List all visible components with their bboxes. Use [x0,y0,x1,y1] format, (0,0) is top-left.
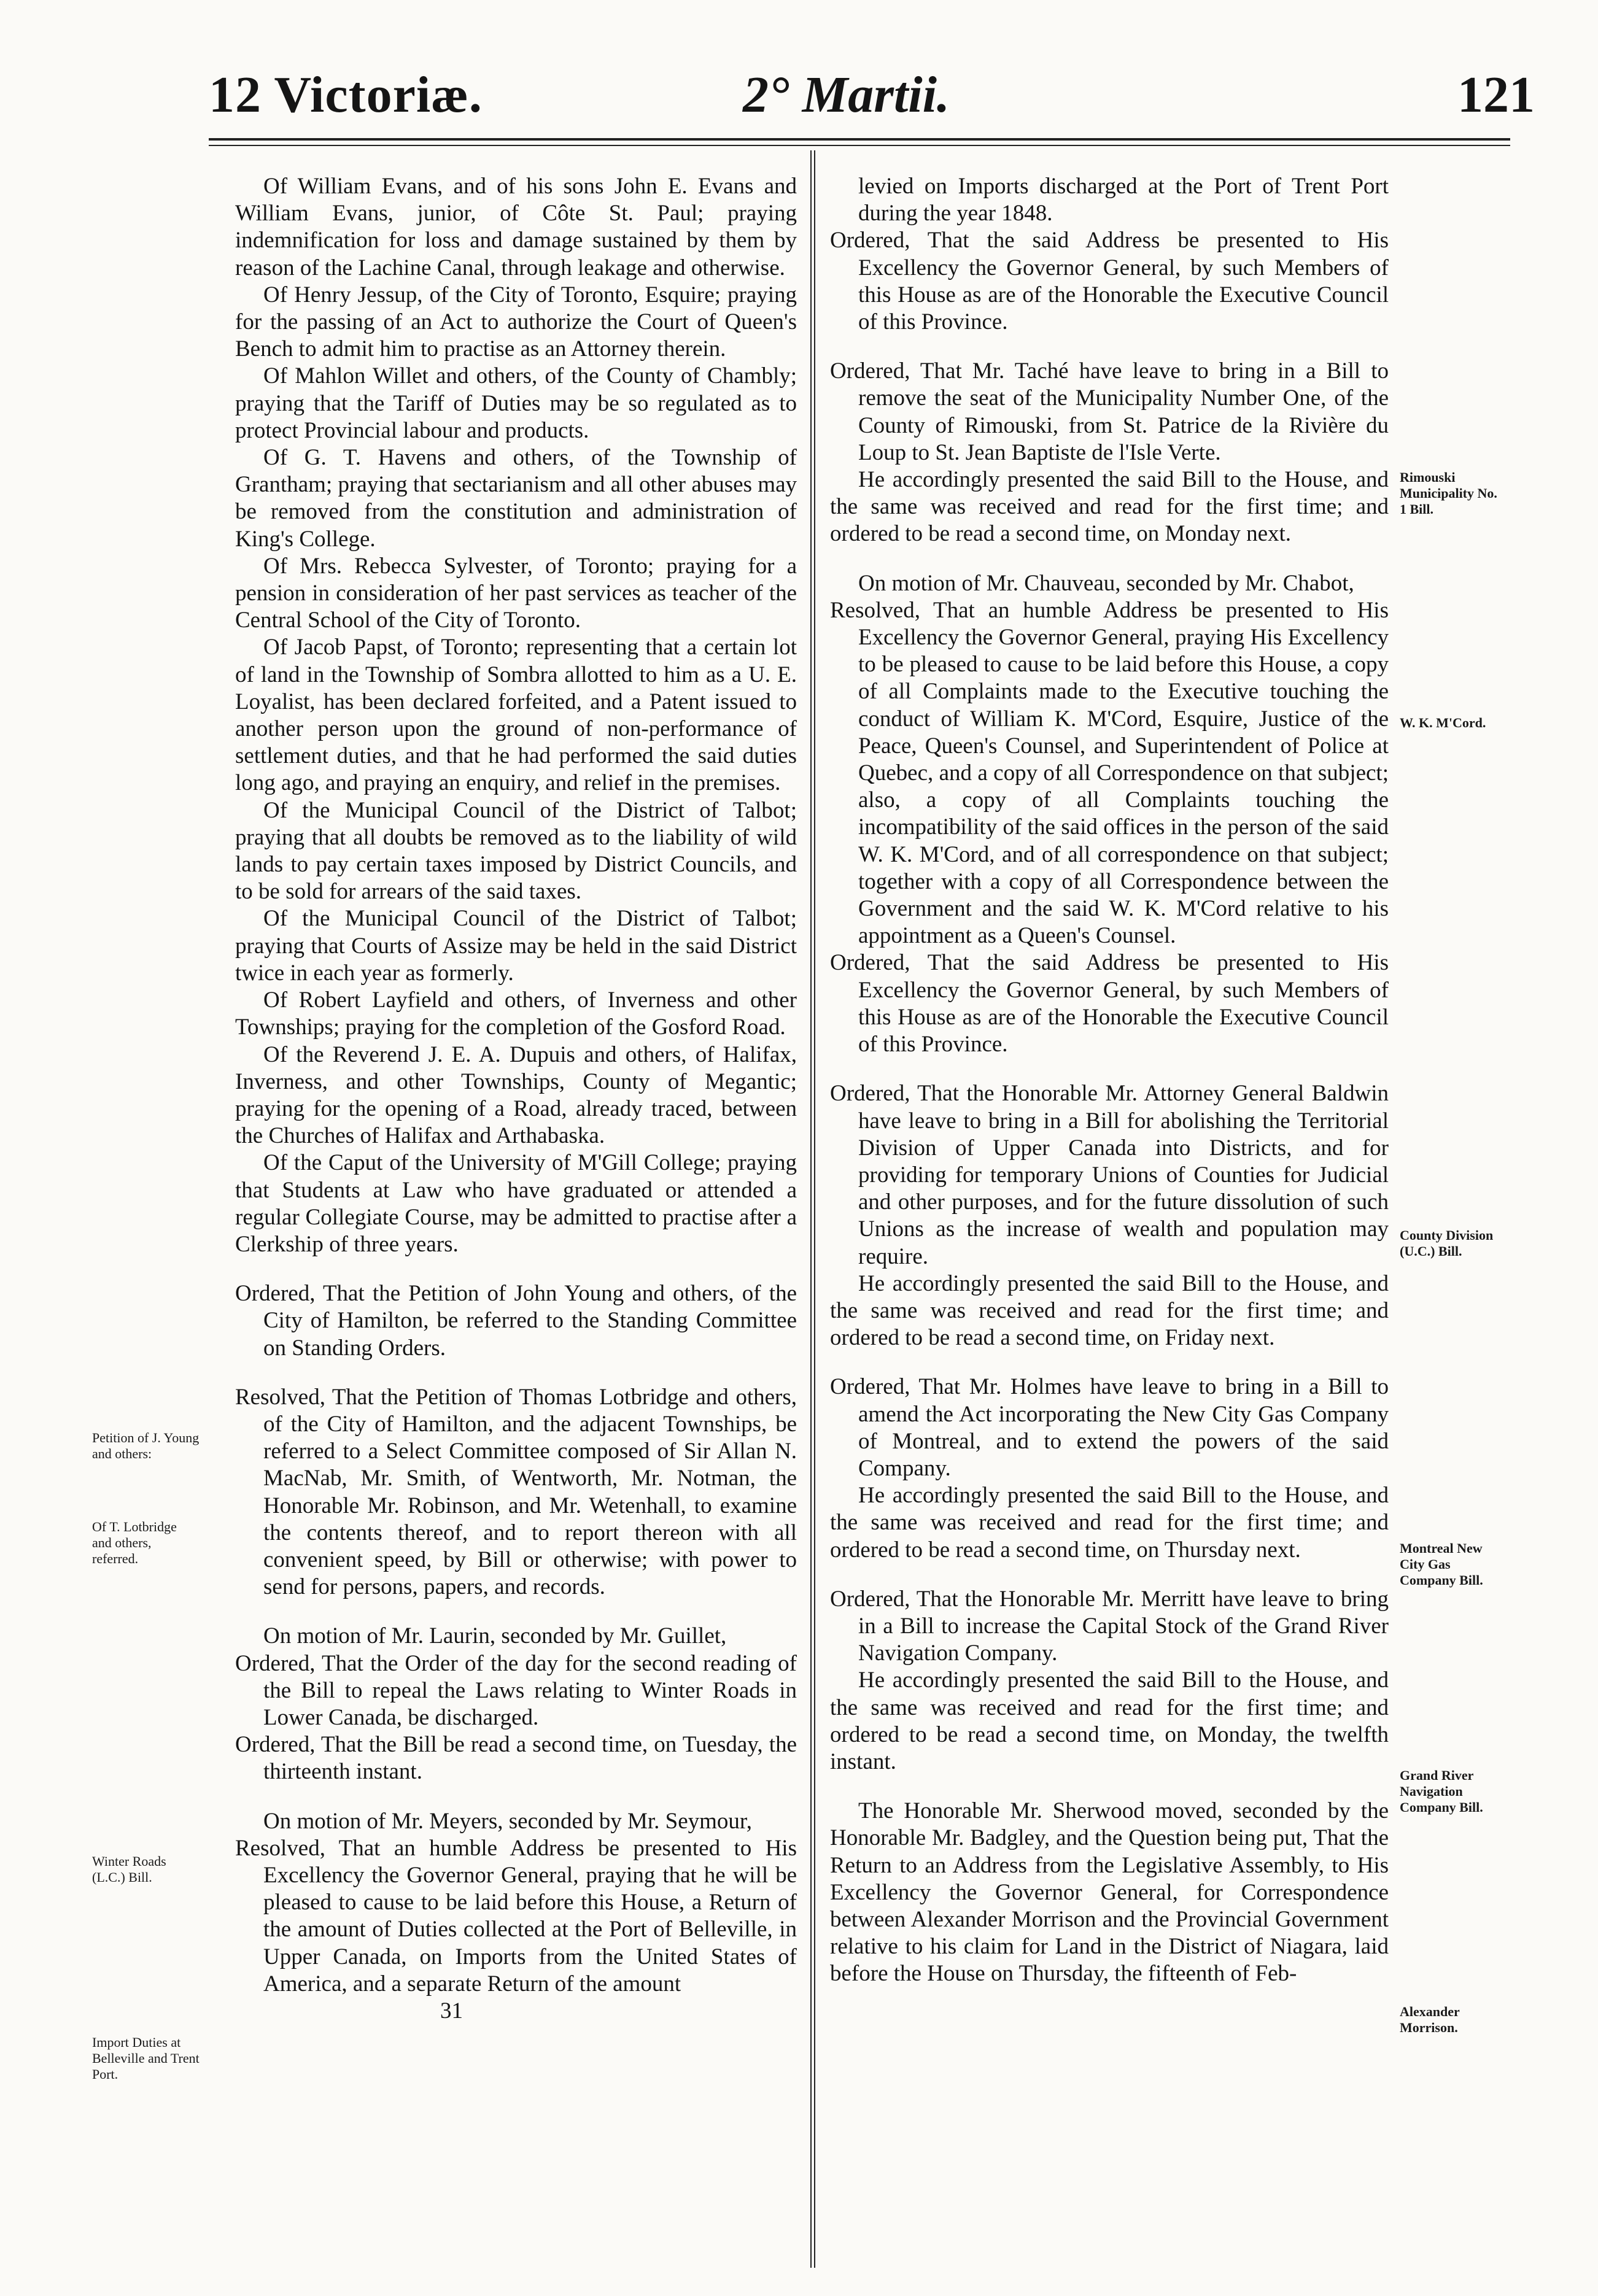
order-merritt-bill: Ordered, That the Honorable Mr. Merritt have leave to bring in a Bill to increase the Capital Stock of the Grand River Navigation Company. [830,1586,1389,1666]
resolution-mccord: Resolved, That an humble Address be presented to His Excellency the Governor General, praying His Excellency to be pleased to cause to be laid before this House, a copy of all Complaints made to the Executive touching the conduct of William K. M'Cord, Esquire, Justice of the Peace, Queen's Counsel, and Superintendent of Police at Quebec, and a copy of all Correspondence on that subject; also, a copy of all Complaints touching the incompatibility of the said offices in the person of the said W. K. M'Cord, and of all correspondence on that subject; together with a copy of all Correspondence between the Government and the said W. K. M'Cord relative to his appointment as a Queen's Counsel. [830,597,1389,949]
petition-papst: Of Jacob Papst, of Toronto; representing that a certain lot of land in the Township of Sombra allotted to him as a U. E. Loyalist, has been declared forfeited, and a Patent issued to another person upon the ground of non-performance of settlement duties, and that he had performed the said duties long ago, and praying an enquiry, and relief in the premises. [235,635,797,796]
running-head-date: 2° Martii. [743,66,950,123]
column-divider [810,150,815,2268]
order-tache-bill: Ordered, That Mr. Taché have leave to bring in a Bill to remove the seat of the Municipality Number One, of the County of Rimouski, from St. Patrice de la Rivière du Loup to St. Jean Baptiste de l'Isle Verte. [830,358,1389,465]
order-second-reading: Ordered, That the Bill be read a second time, on Tuesday, the thirteenth instant. [235,1732,797,1785]
margin-note-grand-river: Grand River Navigation Company Bill. [1400,1768,1483,1815]
margin-note-winter-roads: Winter Roads (L.C.) Bill. [92,1853,166,1885]
petition-layfield: Of Robert Layfield and others, of Inverness and other Townships; praying for the completion of the Gosford Road. [235,988,797,1040]
margin-note-county-division: County Division (U.C.) Bill. [1400,1227,1494,1259]
header-rule [209,138,1510,141]
petition-evans: Of William Evans, and of his sons John E. Evans and William Evans, junior, of Côte St. Paul; praying indemnification for loss and damage sustained by them by reason of the Lachine Canal, through leakage and otherwise. [235,174,797,280]
order-young-petition: Ordered, That the Petition of John Young and others, of the City of Hamilton, be referred to the Standing Committee on Standing Orders. [235,1281,797,1361]
running-head-left: 12 Victoriæ. [209,66,483,123]
motion-laurin: On motion of Mr. Laurin, seconded by Mr. Guillet, [263,1623,727,1649]
page-header [184,61,1547,135]
margin-note-morrison: Alexander Morrison. [1400,2004,1460,2035]
bill-presented-friday: He accordingly presented the said Bill to the House, and the same was received and read for the first time; and ordered to be read a second time, on Friday next. [830,1270,1389,1351]
bill-presented-monday-twelfth: He accordingly presented the said Bill to the House, and the same was received and read for the first time; and ordered to be read a second time, on Monday, the twelfth instant. [830,1668,1389,1774]
petition-dupuis: Of the Reverend J. E. A. Dupuis and others, of Halifax, Inverness, and other Townships, County of Megantic; praying for the opening of a Road, already traced, between the Churches of Halifax and Arthabaska. [235,1042,797,1149]
petition-sylvester: Of Mrs. Rebecca Sylvester, of Toronto; praying for a pension in consideration of her past services as teacher of the Central School of the City of Toronto. [235,553,797,633]
page-number: 121 [1457,66,1535,123]
margin-note-lotbridge: Of T. Lotbridge and others, referred. [92,1519,177,1566]
left-column [235,173,797,2025]
motion-sherwood: The Honorable Mr. Sherwood moved, seconded by the Honorable Mr. Badgley, and the Question being put, That the Return to an Address from the Legislative Assembly, to His Excellency the Governor General, for Correspondence between Alexander Morrison and the Provincial Government relative to his claim for Land in the District of Niagara, laid before the House on Thursday, the fifteenth of Feb- [830,1798,1389,1987]
margin-note-gas-company: Montreal New City Gas Company Bill. [1400,1540,1483,1588]
resolution-lotbridge: Resolved, That the Petition of Thomas Lotbridge and others, of the City of Hamilton, and the adjacent Townships, be referred to a Select Committee composed of Sir Allan N. MacNab, Mr. Smith, of Wentworth, Mr. Notman, the Honorable Mr. Robinson, and Mr. Wetenhall, to examine the contents thereof, and to report thereon with all convenient speed, by Bill or otherwise; with power to send for persons, papers, and records. [235,1384,797,1600]
header-rule-thin [209,145,1510,146]
right-column [830,173,1389,1988]
petition-havens: Of G. T. Havens and others, of the Township of Grantham; praying that sectarianism and all other abuses may be removed from the constitution and administration of King's College. [235,445,797,552]
margin-note-young: Petition of J. Young and others: [92,1430,200,1461]
margin-note-mccord: W. K. M'Cord. [1400,715,1486,730]
order-holmes-bill: Ordered, That Mr. Holmes have leave to bring in a Bill to amend the Act incorporating the New City Gas Company of Montreal, and to extend the powers of the said Company. [830,1374,1389,1481]
petition-talbot-assize: Of the Municipal Council of the District of Talbot; praying that Courts of Assize may be held in the said District twice in each year as formerly. [235,906,797,986]
order-baldwin-bill: Ordered, That the Honorable Mr. Attorney General Baldwin have leave to bring in a Bill for abolishing the Territorial Division of Upper Canada into Districts, and for providing for temporary Unions of Counties for Judicial and other purposes, and for the future dissolution of such Unions as the increase of wealth and population may require. [830,1081,1389,1269]
petition-jessup: Of Henry Jessup, of the City of Toronto, Esquire; praying for the passing of an Act to authorize the Court of Queen's Bench to admit him to practise as an Attorney therein. [235,282,797,362]
resolution-import-duties: Resolved, That an humble Address be presented to His Excellency the Governor General, praying that he will be pleased to cause to be laid before this House, a Return of the amount of Duties collected at the Port of Belleville, in Upper Canada, on Imports from the United States of America, and a separate Return of the amount [235,1835,797,1996]
petition-willet: Of Mahlon Willet and others, of the County of Chambly; praying that the Tariff of Duties may be so regulated as to protect Provincial labour and products. [235,363,797,443]
margin-note-import-duties: Import Duties at Belleville and Trent Port. [92,2035,200,2082]
margin-note-rimouski: Rimouski Municipality No. 1 Bill. [1400,470,1497,517]
motion-meyers: On motion of Mr. Meyers, seconded by Mr. Seymour, [263,1808,752,1834]
order-winter-roads: Ordered, That the Order of the day for the second reading of the Bill to repeal the Laws relating to Winter Roads in Lower Canada, be discharged. [235,1650,797,1730]
petition-talbot-taxes: Of the Municipal Council of the District of Talbot; praying that all doubts be removed as to the liability of wild lands to pay certain taxes imposed by District Councils, and to be sold for arrears of the said taxes. [235,797,797,905]
order-mccord-address: Ordered, That the said Address be presented to His Excellency the Governor General, by such Members of this House as are of the Honorable the Executive Council of this Province. [830,950,1389,1057]
order-address-presented: Ordered, That the said Address be presented to His Excellency the Governor General, by such Members of this House as are of the Honorable the Executive Council of this Province. [830,228,1389,335]
bill-presented-thursday: He accordingly presented the said Bill to the House, and the same was received and read for the first time; and ordered to be read a second time, on Thursday next. [830,1483,1389,1563]
continuation-trent-port: levied on Imports discharged at the Port of Trent Port during the year 1848. [858,174,1389,226]
petition-mcgill: Of the Caput of the University of M'Gill College; praying that Students at Law who have graduated or attended a regular Collegiate Course, may be admitted to practise after a Clerkship of three years. [235,1150,797,1257]
bill-presented-monday: He accordingly presented the said Bill to the House, and the same was received and read for the first time; and ordered to be read a second time, on Monday next. [830,467,1389,547]
motion-chauveau: On motion of Mr. Chauveau, seconded by Mr. Chabot, [858,570,1354,596]
signature-number: 31 [440,1998,463,2023]
